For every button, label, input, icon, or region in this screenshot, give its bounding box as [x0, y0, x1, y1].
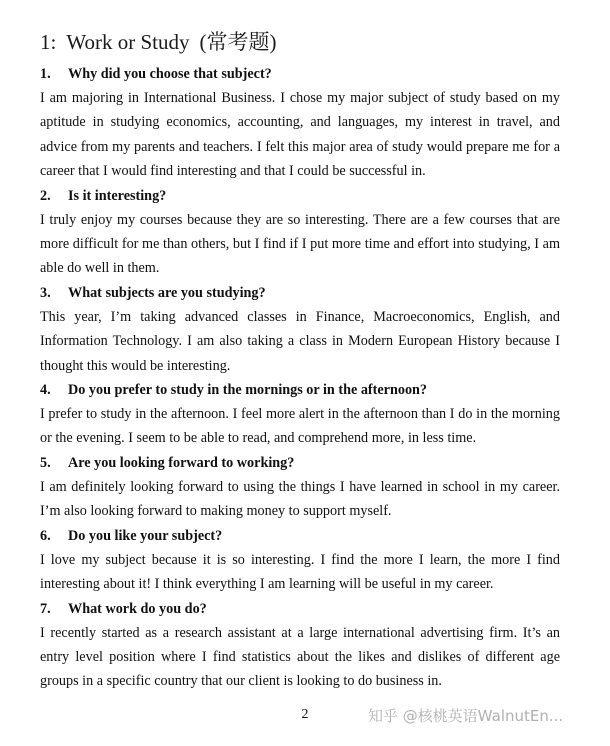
title-tag: (常考题): [199, 30, 277, 54]
question-number: 4.: [40, 382, 51, 399]
title-number: 1:: [40, 30, 57, 54]
answer-paragraph: I prefer to study in the afternoon. I feel more alert in the afternoon than I do in the morning or the evening. I seem to be able to read, and comprehend more, in less time.: [40, 406, 560, 447]
answer-paragraph: I recently started as a research assistant at a large international advertising firm. It’s an entry level position where I find statistics about the likes and dislikes of different age groups in a specific country that our client is looking to do business in.: [40, 624, 560, 690]
qa-list: [40, 62, 560, 694]
question-heading: [40, 524, 560, 548]
question-text: Do you like your subject?: [68, 527, 223, 544]
watermark: 知乎 @核桃英语WalnutEn...: [368, 707, 564, 725]
question-heading: [40, 281, 560, 305]
qa-item-3: [40, 281, 560, 378]
qa-item-2: [40, 184, 560, 281]
question-heading: [40, 451, 560, 475]
question-text: Are you looking forward to working?: [68, 454, 295, 471]
question-text: Why did you choose that subject?: [68, 66, 272, 82]
page-number: 2: [301, 707, 309, 722]
question-number: 5.: [40, 454, 51, 471]
question-heading: [40, 597, 560, 621]
qa-item-5: [40, 451, 560, 524]
qa-item-1: [40, 62, 560, 184]
question-text: Do you prefer to study in the mornings or in the afternoon?: [68, 382, 428, 399]
question-number: 1.: [40, 66, 51, 82]
answer-paragraph: I am majoring in International Business. I chose my major subject of study based on my aptitude in studying economics, accounting, and languages, my interest in travel, and advice from my parents and teachers. I felt this major area of study would prepare me for a career that I would find interesting and that I could be successful in.: [40, 90, 560, 180]
answer-paragraph: I love my subject because it is so interesting. I find the more I learn, the more I find interesting about it! I think everything I am learning will be useful in my career.: [40, 551, 560, 593]
answer-paragraph: I truly enjoy my courses because they are so interesting. There are a few courses that are more difficult for me than others, but I find if I put more time and effort into studying, I am able do well in them.: [40, 211, 560, 277]
qa-item-4: [40, 378, 560, 451]
title-text: Work or Study: [66, 30, 190, 54]
question-number: 3.: [40, 284, 51, 301]
question-heading: [40, 378, 560, 402]
question-text: What work do you do?: [68, 600, 207, 617]
question-number: 7.: [40, 600, 51, 617]
question-heading: [40, 62, 560, 86]
qa-item-7: [40, 597, 560, 694]
question-number: 2.: [40, 187, 51, 204]
question-text: What subjects are you studying?: [68, 284, 266, 301]
question-number: 6.: [40, 527, 51, 544]
answer-paragraph: I am definitely looking forward to using the things I have learned in school in my career. I’m also looking forward to making money to support myself.: [40, 478, 560, 520]
answer-paragraph: This year, I’m taking advanced classes in Finance, Macroeconomics, English, and Information Technology. I am also taking a class in Modern European History because I thought this would be interesting.: [40, 308, 560, 374]
qa-item-6: [40, 524, 560, 597]
question-heading: [40, 184, 560, 208]
page-title: [40, 28, 276, 56]
question-text: Is it interesting?: [68, 187, 167, 204]
